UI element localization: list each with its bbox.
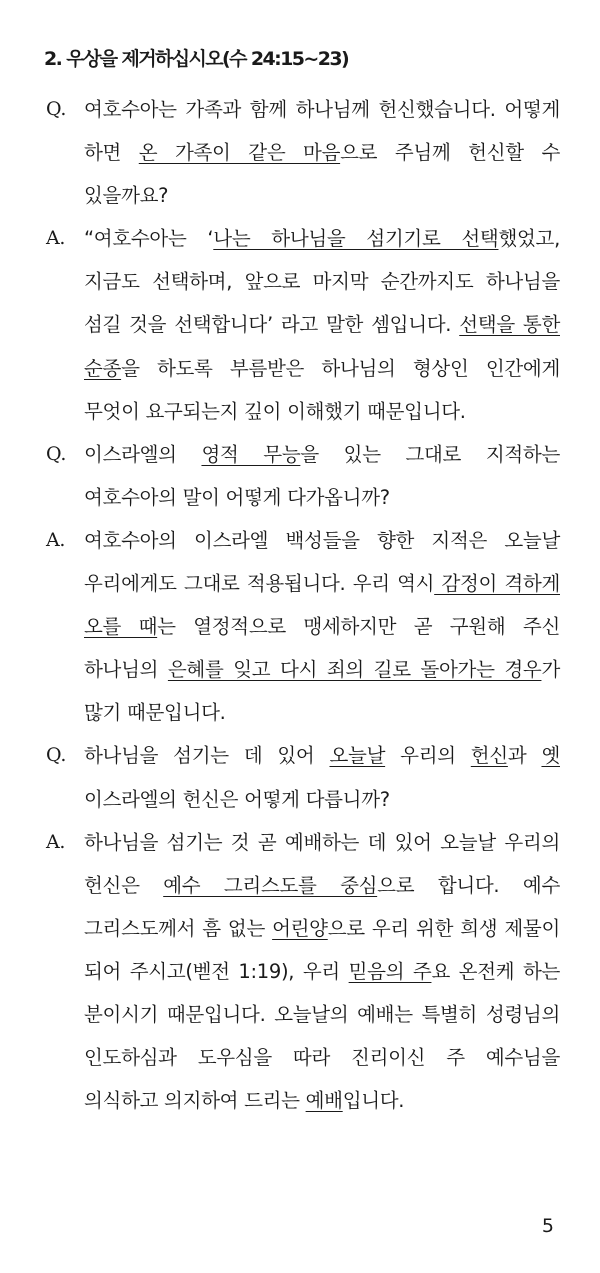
text-run: 우리의	[385, 744, 471, 768]
text-run: 으로 합니다. 예수 그리스도께서 흠 없는	[84, 873, 560, 940]
qa-text	[84, 217, 560, 432]
text-run: 이스라엘의	[84, 442, 202, 466]
qa-list	[46, 88, 560, 1122]
qa-text	[84, 734, 560, 820]
text-run: 으로 주님께 헌신할 수 있을까요?	[84, 141, 560, 208]
qa-marker: A.	[46, 227, 66, 250]
text-run: 입니다.	[342, 1089, 405, 1113]
underlined-phrase: 예수 그리스도를 중심	[163, 873, 378, 897]
text-run: 여호수아는 가족과 함께 하나님께 헌신했습니다. 어떻게 하면	[84, 98, 560, 165]
text-run: “여호수아는 ‘	[84, 227, 214, 251]
qa-marker: A.	[46, 830, 66, 853]
underlined-phrase: 예배	[305, 1089, 343, 1113]
underlined-phrase: 옛	[541, 744, 560, 768]
text-run: 요 온전케 하는 분이시기 때문입니다. 오늘날의 예배는 특별히 성령님의 인도하심과 도우심을 따라 진리이신 주 예수님을 의식하고 의지하여 드리는	[84, 959, 561, 1113]
page-number: 5	[541, 1215, 554, 1237]
section-title: 2. 우상을 제거하십시오(수 24:15~23)	[44, 48, 349, 70]
underlined-phrase: 헌신	[470, 744, 508, 768]
text-run: 을 있는 그대로 지적하는 여호수아의 말이 어떻게 다가옵니까?	[84, 442, 560, 509]
underlined-phrase: 영적 무능	[201, 442, 301, 466]
underlined-phrase: 감정이 격하게 오를 때	[84, 572, 560, 639]
text-run: 하나님을 섬기는 것 곧 예배하는 데 있어 오늘날 우리의 헌신은	[84, 830, 560, 897]
underlined-phrase: 믿음의 주	[348, 959, 432, 983]
text-run: 으로 우리 위한 희생 제물이 되어 주시고(벧전 1:19), 우리	[84, 916, 560, 983]
qa-item-6	[46, 821, 560, 1123]
text-run: 하나님을 섬기는 데 있어	[84, 744, 330, 768]
qa-marker: Q.	[46, 98, 67, 120]
underlined-phrase: 오늘날	[329, 744, 386, 768]
qa-text	[84, 821, 560, 1123]
qa-item-2	[46, 217, 560, 432]
qa-item-5	[46, 734, 560, 820]
underlined-phrase: 온 가족이 같은 마음	[138, 141, 341, 165]
text-run: 했었고, 지금도 선택하며, 앞으로 마지막 순간까지도 하나님을 섬길 것을 선택합니다’ 라고 말한 셈입니다.	[84, 227, 560, 337]
qa-marker: Q.	[46, 442, 67, 465]
qa-marker: Q.	[46, 744, 67, 767]
qa-item-1	[46, 88, 560, 217]
qa-text	[84, 88, 560, 217]
underlined-phrase: 선택을 통한 순종	[84, 313, 560, 380]
qa-item-3	[46, 433, 560, 519]
qa-text	[84, 433, 560, 519]
text-run: 는 열정적으로 맹세하지만 곧 구원해 주신 하나님의	[84, 615, 560, 682]
text-run: 과	[507, 744, 542, 768]
underlined-phrase: 은혜를 잊고 다시 죄의 길로 돌아가는 경우	[167, 658, 542, 682]
qa-marker: A.	[46, 528, 66, 551]
qa-text	[84, 519, 560, 734]
underlined-phrase: 나는 하나님을 섬기기로 선택	[213, 227, 499, 251]
text-run: 이스라엘의 헌신은 어떻게 다릅니까?	[84, 787, 390, 811]
qa-item-4	[46, 519, 560, 734]
text-run: 가 많기 때문입니다.	[84, 658, 560, 725]
text-run: 을 하도록 부름받은 하나님의 형상인 인간에게 무엇이 요구되는지 깊이 이해했기 때문입니다.	[84, 356, 560, 423]
underlined-phrase: 어린양	[272, 916, 328, 940]
text-run: 여호수아의 이스라엘 백성들을 향한 지적은 오늘날 우리에게도 그대로 적용됩니다. 우리 역시	[84, 528, 560, 596]
